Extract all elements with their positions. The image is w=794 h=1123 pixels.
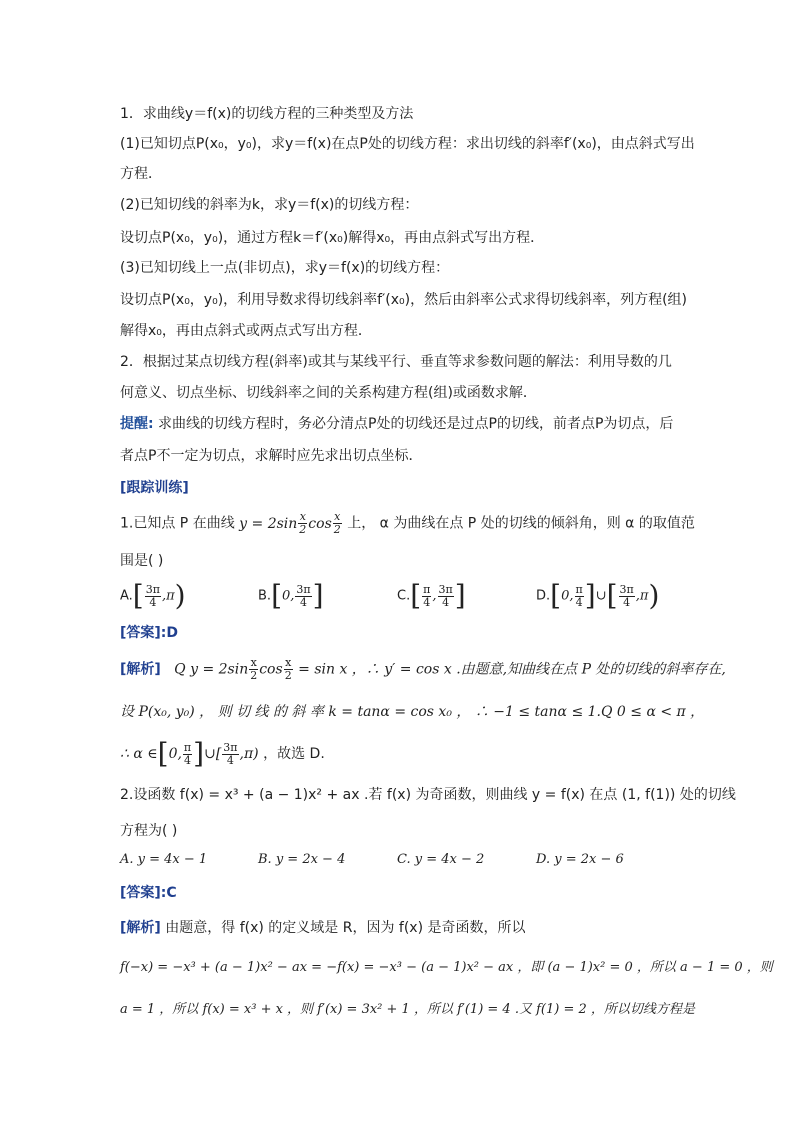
q1-analysis-line1: [解析] Q y = 2sin $\frac{x}{2}$ cos $\frac{x}{2}$ = sin x ，∴ y′ = cos x .由题意,知曲线在点 P 处的切线的斜率存在,: [120, 656, 726, 682]
q2-analysis-1: 由题意，得 f(x) 的定义域是 R，因为 f(x) 是奇函数，所以: [160, 920, 526, 936]
tip-label: 提醒:: [120, 416, 154, 432]
q1-answer: [120, 623, 178, 643]
para1-case2-line1: (2)已知切线的斜率为k，求y＝f(x)的切线方程：: [120, 197, 419, 213]
q1-option-c-label: C.: [397, 588, 411, 604]
q1-option-a-label: A.: [120, 588, 133, 604]
q1-option-a: A.[ $\frac{3\pi}{4}$ ,π): [120, 579, 186, 612]
q1-analysis-line2: 设 P(x₀, y₀) ， 则 切 线 的 斜 率 k = tanα = cos x₀ ， ∴ −1 ≤ tanα ≤ 1.Q 0 ≤ α < π ，: [120, 704, 705, 720]
q1-option-b-label: B.: [258, 588, 272, 604]
q1-analysis-line3: ∴ α ∈[0, $\frac{\pi}{4}$ ]∪[ $\frac{3\pi}{4}$ ,π) ，故选 D.: [120, 737, 325, 770]
q2-answer-value: C: [166, 885, 177, 901]
para1-title: 1．求曲线y＝f(x)的切线方程的三种类型及方法: [120, 106, 414, 122]
section-title: [跟踪训练]: [120, 480, 189, 496]
q1-stem-line2: 围是( ): [120, 553, 164, 569]
q2-answer: [120, 883, 177, 903]
q1-analysis-3a: ∴ α ∈: [120, 746, 158, 762]
q2-analysis-line3: a = 1 ，所以 f(x) = x³ + x ，则 f′(x) = 3x² + 1 ，所以 f′(1) = 4 .又 f(1) = 2 ，所以切线方程是: [120, 1002, 695, 1017]
q2-stem-line2: 方程为( ): [120, 823, 178, 839]
tip-line2: 者点P不一定为切点，求解时应先求出切点坐标．: [120, 448, 423, 464]
tip-text-1: 求曲线的切线方程时，务必分清点P处的切线还是过点P的切线，前者点P为切点，后: [153, 416, 674, 432]
q1-answer-value: D: [166, 625, 179, 641]
para1-case3-line3: 解得x₀，再由点斜式或两点式写出方程．: [120, 323, 372, 339]
q2-stem-line1: 2.设函数 f(x) = x³ + (a − 1)x² + ax .若 f(x) 为奇函数，则曲线 y = f(x) 在点 (1, f(1)) 处的切线: [120, 787, 736, 803]
q2-option-c: C. y = 4x − 2: [397, 852, 485, 867]
para1-case2-line2: 设切点P(x₀，y₀)，通过方程k＝f′(x₀)解得x₀，再由点斜式写出方程．: [120, 230, 545, 246]
q1-stem-b: 上， α 为曲线在点 P 处的切线的倾斜角，则 α 的取值范: [347, 515, 695, 532]
q2-option-a: A. y = 4x − 1: [120, 852, 208, 867]
q1-analysis-3b: ，故选 D.: [263, 746, 325, 762]
para2-line1: 2．根据过某点切线方程(斜率)或其与某线平行、垂直等求参数问题的解法：利用导数的几: [120, 354, 672, 370]
para1-case1-line2: 方程．: [120, 166, 162, 182]
q1-analysis-1a: Q y = 2sin: [174, 661, 249, 678]
q1-stem-line1: [120, 511, 695, 536]
para1-case3-line1: (3)已知切线上一点(非切点)，求y＝f(x)的切线方程：: [120, 260, 450, 276]
q1-analysis-label: [解析]: [120, 661, 161, 678]
q2-analysis-label: [解析]: [120, 920, 161, 936]
q1-analysis-1b: = sin x ，∴ y′ = cos x .由题意,知曲线在点 P 处的切线的斜率存在,: [298, 661, 726, 678]
q1-answer-label: [答案]:: [120, 625, 167, 641]
para1-case1-line1: (1)已知切点P(x₀，y₀)，求y＝f(x)在点P处的切线方程：求出切线的斜率f′(x₀)，由点斜式写出: [120, 136, 695, 152]
q1-option-d-label: D.: [536, 588, 551, 604]
q2-option-d: D. y = 2x − 6: [536, 852, 624, 867]
q2-option-b: B. y = 2x − 4: [258, 852, 346, 867]
tip-line1: [120, 414, 673, 434]
q2-analysis-line2: f(−x) = −x³ + (a − 1)x² − ax = −f(x) = −x³ − (a − 1)x² − ax ，即 (a − 1)x² = 0 ，所以 a − 1 = 0 ，则: [120, 960, 773, 975]
q2-answer-label: [答案]:: [120, 885, 167, 901]
q1-option-d: D.[0, $\frac{\pi}{4}$ ]∪[ $\frac{3\pi}{4}$ ,π): [536, 579, 660, 612]
q1-curve-formula: y = 2sin $\frac{x}{2}$ cos $\frac{x}{2}$: [239, 510, 341, 536]
q1-stem-a: 1.已知点 P 在曲线: [120, 515, 235, 532]
para2-line2: 何意义、切点坐标、切线斜率之间的关系构建方程(组)或函数求解．: [120, 385, 537, 401]
para1-case3-line2: 设切点P(x₀，y₀)，利用导数求得切线斜率f′(x₀)，然后由斜率公式求得切线斜率，列方程(组): [120, 292, 688, 308]
q2-analysis-line1: [120, 918, 526, 938]
q1-option-b: B.[0, $\frac{3\pi}{4}$ ]: [258, 579, 324, 612]
q1-option-c: C.[ $\frac{\pi}{4}$ , $\frac{3\pi}{4}$ ]: [397, 579, 466, 612]
